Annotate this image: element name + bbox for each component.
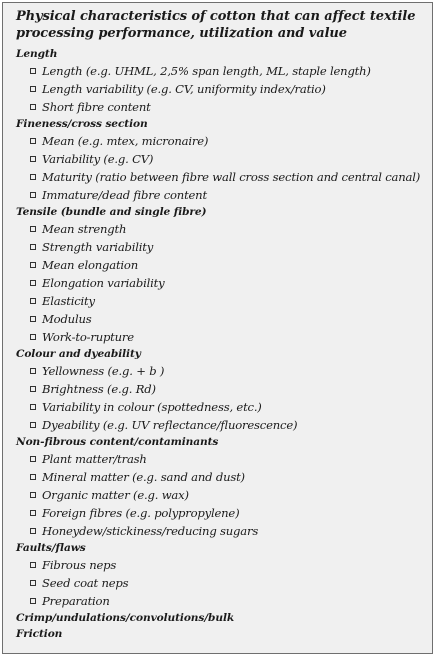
list-item-text: Maturity (ratio between fibre wall cross section and central canal)	[42, 170, 421, 184]
list-item-text: Mineral matter (e.g. sand and dust)	[42, 470, 245, 484]
section	[16, 46, 426, 116]
list-item	[16, 310, 426, 328]
list-item	[16, 522, 426, 540]
list-item	[16, 486, 426, 504]
checkbox-bullet-icon	[30, 386, 36, 392]
list-item-text: Fibrous neps	[42, 558, 117, 572]
list-item-text: Organic matter (e.g. wax)	[42, 488, 189, 502]
list-item-text: Preparation	[42, 594, 110, 608]
section	[16, 434, 426, 540]
list-item-text: Variability in colour (spottedness, etc.)	[42, 400, 262, 414]
list-item-text: Foreign fibres (e.g. polypropylene)	[42, 506, 240, 520]
table-title: Physical characteristics of cotton that can affect textile processing performance, utilization and value	[16, 9, 416, 41]
section-heading: Crimp/undulations/convolutions/bulk	[16, 612, 235, 624]
list-item	[16, 80, 426, 98]
list-item-text: Seed coat neps	[42, 576, 129, 590]
list-item-text: Length (e.g. UHML, 2,5% span length, ML, staple length)	[42, 64, 371, 78]
checkbox-bullet-icon	[30, 456, 36, 462]
list-item-text: Length variability (e.g. CV, uniformity index/ratio)	[42, 82, 326, 96]
list-item-text: Work-to-rupture	[42, 330, 134, 344]
list-item	[16, 556, 426, 574]
list-item-text: Dyeability (e.g. UV reflectance/fluorescence)	[42, 418, 298, 432]
checkbox-bullet-icon	[30, 104, 36, 110]
list-item	[16, 398, 426, 416]
checkbox-bullet-icon	[30, 598, 36, 604]
list-item	[16, 274, 426, 292]
list-item	[16, 504, 426, 522]
checkbox-bullet-icon	[30, 138, 36, 144]
checkbox-bullet-icon	[30, 334, 36, 340]
checkbox-bullet-icon	[30, 528, 36, 534]
section-heading: Non-fibrous content/contaminants	[16, 436, 219, 448]
list-item	[16, 416, 426, 434]
section-heading: Fineness/cross section	[16, 118, 148, 130]
list-item-text: Mean (e.g. mtex, micronaire)	[42, 134, 209, 148]
checkbox-bullet-icon	[30, 510, 36, 516]
checkbox-bullet-icon	[30, 244, 36, 250]
checkbox-bullet-icon	[30, 262, 36, 268]
list-item-text: Mean elongation	[42, 258, 138, 272]
checkbox-bullet-icon	[30, 280, 36, 286]
checkbox-bullet-icon	[30, 86, 36, 92]
checkbox-bullet-icon	[30, 580, 36, 586]
characteristics-table	[2, 2, 433, 654]
checkbox-bullet-icon	[30, 474, 36, 480]
list-item-text: Immature/dead fibre content	[42, 188, 207, 202]
list-item	[16, 168, 426, 186]
section	[16, 540, 426, 610]
list-item	[16, 256, 426, 274]
list-item	[16, 380, 426, 398]
checkbox-bullet-icon	[30, 192, 36, 198]
checkbox-bullet-icon	[30, 422, 36, 428]
checkbox-bullet-icon	[30, 298, 36, 304]
list-item-text: Elongation variability	[42, 276, 165, 290]
list-item	[16, 328, 426, 346]
list-item-text: Short fibre content	[42, 100, 151, 114]
list-item	[16, 574, 426, 592]
section	[16, 346, 426, 434]
list-item	[16, 468, 426, 486]
section	[16, 610, 426, 626]
checkbox-bullet-icon	[30, 492, 36, 498]
list-item	[16, 592, 426, 610]
list-item-text: Yellowness (e.g. + b )	[42, 364, 165, 378]
list-item-text: Mean strength	[42, 222, 127, 236]
list-item	[16, 238, 426, 256]
checkbox-bullet-icon	[30, 404, 36, 410]
list-item-text: Brightness (e.g. Rd)	[42, 382, 156, 396]
list-item-text: Elasticity	[42, 294, 95, 308]
list-item	[16, 450, 426, 468]
sections-list	[16, 46, 426, 642]
list-item-text: Modulus	[42, 312, 92, 326]
list-item	[16, 362, 426, 380]
section-heading: Friction	[16, 628, 63, 640]
section-heading: Tensile (bundle and single fibre)	[16, 206, 207, 218]
checkbox-bullet-icon	[30, 368, 36, 374]
list-item	[16, 186, 426, 204]
section	[16, 116, 426, 204]
section-heading: Length	[16, 48, 58, 60]
list-item-text: Strength variability	[42, 240, 154, 254]
list-item	[16, 132, 426, 150]
list-item	[16, 98, 426, 116]
list-item	[16, 292, 426, 310]
checkbox-bullet-icon	[30, 226, 36, 232]
section-heading: Colour and dyeability	[16, 348, 141, 360]
checkbox-bullet-icon	[30, 156, 36, 162]
list-item	[16, 150, 426, 168]
list-item	[16, 62, 426, 80]
section-heading: Faults/flaws	[16, 542, 86, 554]
list-item-text: Variability (e.g. CV)	[42, 152, 154, 166]
checkbox-bullet-icon	[30, 174, 36, 180]
list-item	[16, 220, 426, 238]
list-item-text: Plant matter/trash	[42, 452, 147, 466]
list-item-text: Honeydew/stickiness/reducing sugars	[42, 524, 259, 538]
section	[16, 626, 426, 642]
checkbox-bullet-icon	[30, 562, 36, 568]
checkbox-bullet-icon	[30, 316, 36, 322]
section	[16, 204, 426, 346]
checkbox-bullet-icon	[30, 68, 36, 74]
